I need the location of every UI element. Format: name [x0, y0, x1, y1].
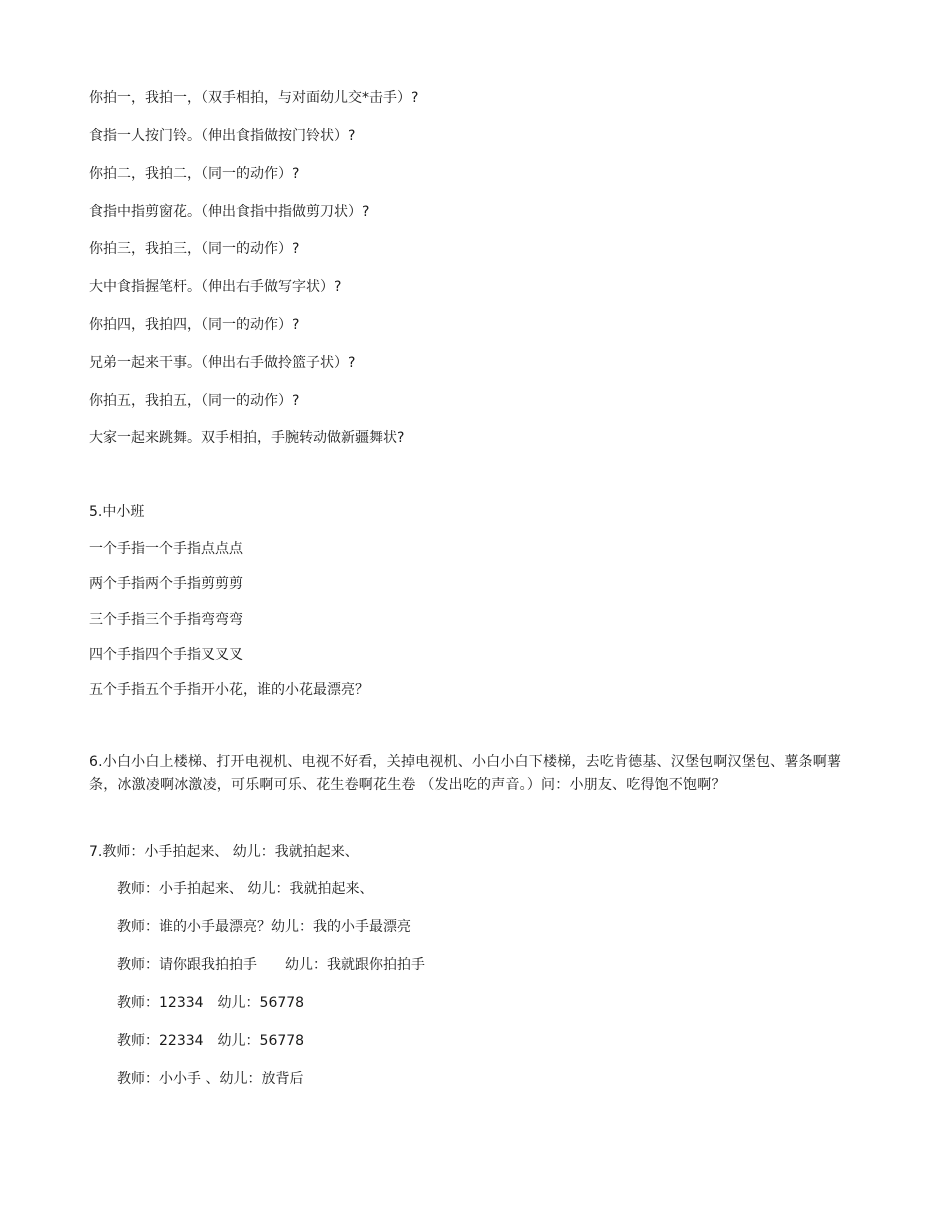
rhyme-line: 你拍五，我拍五，（同一的动作）? [89, 393, 300, 409]
section-heading: 5.中小班 [89, 504, 145, 520]
section-paragraph: 6.小白小白上楼梯、打开电视机、电视不好看，关掉电视机、小白小白下楼梯，去吃肯德基、汉堡包啊汉堡包、薯条啊薯条，冰激凌啊冰激凌，可乐啊可乐、花生卷啊花生卷 （发出吃的声音。）问：小朋友、吃得饱不饱啊？ [89, 754, 842, 793]
dialogue-line: 教师：12334 幼儿：56778 [117, 995, 305, 1011]
rhyme-line: 兄弟一起来干事。（伸出右手做拎篮子状）? [89, 355, 356, 371]
section-heading: 7.教师：小手拍起来、 幼儿：我就拍起来、 [89, 844, 359, 860]
rhyme-line: 大家一起来跳舞。双手相拍，手腕转动做新疆舞状? [89, 430, 405, 446]
dialogue-line: 教师：请你跟我拍拍手 幼儿：我就跟你拍拍手 [117, 957, 425, 973]
dialogue-line: 教师：22334 幼儿：56778 [117, 1033, 305, 1049]
rhyme-line: 一个手指一个手指点点点 [89, 541, 243, 557]
rhyme-line: 你拍四，我拍四，（同一的动作）? [89, 317, 300, 333]
rhyme-line: 你拍三，我拍三，（同一的动作）? [89, 241, 300, 257]
rhyme-line: 你拍一，我拍一，（双手相拍，与对面幼儿交*击手）? [89, 90, 419, 106]
rhyme-line: 两个手指两个手指剪剪剪 [89, 576, 243, 592]
rhyme-line: 你拍二，我拍二，（同一的动作）? [89, 166, 300, 182]
rhyme-line: 大中食指握笔杆。（伸出右手做写字状）? [89, 279, 342, 295]
rhyme-line: 三个手指三个手指弯弯弯 [89, 612, 243, 628]
rhyme-line: 五个手指五个手指开小花，谁的小花最漂亮？ [89, 682, 369, 698]
dialogue-line: 教师：谁的小手最漂亮？幼儿：我的小手最漂亮 [117, 919, 411, 935]
dialogue-line: 教师：小手拍起来、 幼儿：我就拍起来、 [117, 881, 374, 897]
rhyme-line: 食指一人按门铃。（伸出食指做按门铃状）? [89, 128, 356, 144]
dialogue-line: 教师：小小手 、幼儿：放背后 [117, 1071, 304, 1087]
rhyme-line: 四个手指四个手指叉叉叉 [89, 647, 243, 663]
rhyme-line: 食指中指剪窗花。（伸出食指中指做剪刀状）? [89, 204, 370, 220]
